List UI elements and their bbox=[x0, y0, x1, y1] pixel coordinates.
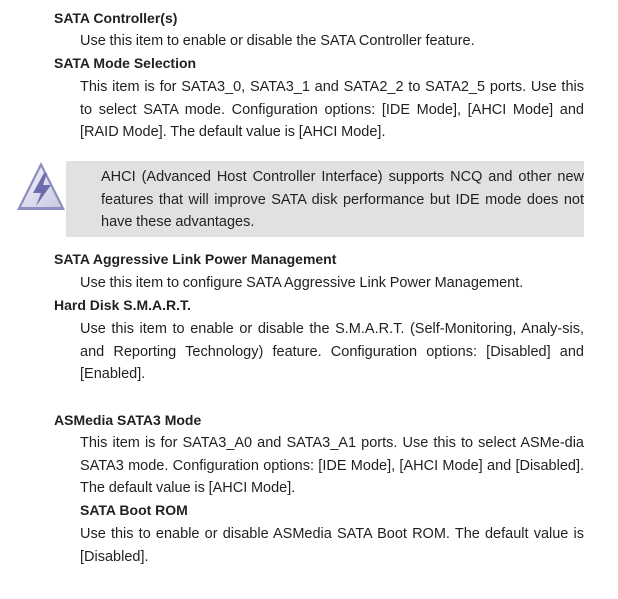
asmedia-mode-heading: ASMedia SATA3 Mode bbox=[54, 412, 202, 428]
aggressive-link-heading: SATA Aggressive Link Power Management bbox=[54, 251, 337, 267]
sata-controller-description: Use this item to enable or disable the SATA Controller feature. bbox=[80, 33, 475, 49]
sata-mode-description: This item is for SATA3_0, SATA3_1 and SATA2_2 to SATA2_5 ports. Use this to select SATA mode. Configuration options: [IDE Mode], [AHCI Mode] and [RAID Mode]. The default value is [AHCI Mode]. bbox=[80, 79, 584, 141]
smart-description: Use this item to enable or disable the S.M.A.R.T. (Self-Monitoring, Analy-sis, and Reporting Technology) feature. Configuration options: [Disabled] and [Enabled]. bbox=[80, 321, 584, 383]
boot-rom-heading: SATA Boot ROM bbox=[80, 502, 188, 518]
boot-rom-description: Use this to enable or disable ASMedia SATA Boot ROM. The default value is [Disabled]. bbox=[80, 526, 584, 565]
warning-lightning-icon bbox=[14, 159, 68, 213]
sata-controller-heading: SATA Controller(s) bbox=[54, 10, 178, 26]
smart-heading: Hard Disk S.M.A.R.T. bbox=[54, 297, 191, 313]
note-text: AHCI (Advanced Host Controller Interface) supports NCQ and other new features that will improve SATA disk performance but IDE mode does not have these advantages. bbox=[101, 169, 584, 231]
aggressive-link-description: Use this item to configure SATA Aggressive Link Power Management. bbox=[80, 275, 524, 291]
sata-mode-heading: SATA Mode Selection bbox=[54, 55, 197, 71]
asmedia-mode-description: This item is for SATA3_A0 and SATA3_A1 ports. Use this to select ASMe-dia SATA3 mode. Configuration options: [IDE Mode], [AHCI Mode] and [Disabled]. The default value is [AHCI Mode]. bbox=[80, 435, 584, 497]
